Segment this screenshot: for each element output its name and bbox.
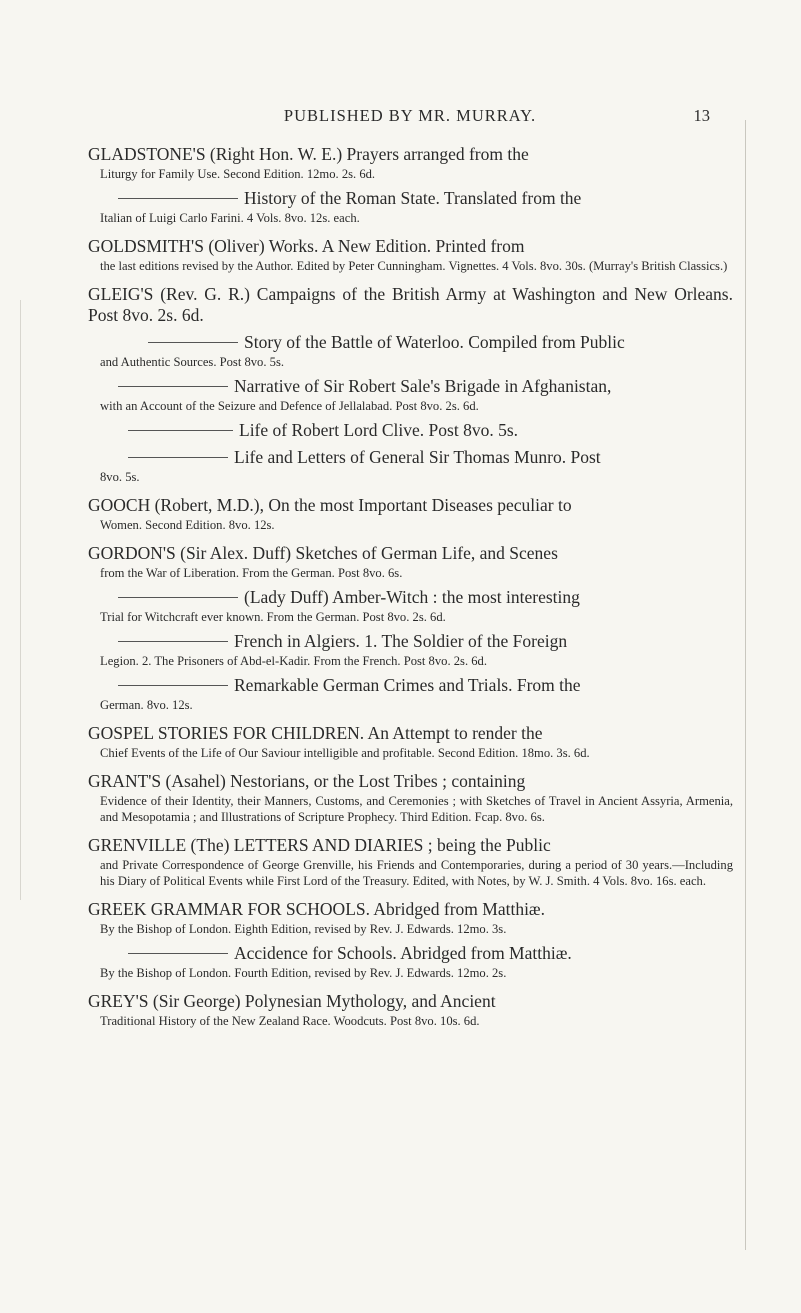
entry-details: German. 8vo. 12s. [100,698,193,712]
entry-heading-text: French in Algiers. 1. The Soldier of the Foreign [234,631,568,651]
ditto-dash [128,953,228,954]
list-item [88,284,733,326]
list-item [88,332,733,370]
entry-details: with an Account of the Seizure and Defence of Jellalabad. Post 8vo. 2s. 6d. [100,399,479,413]
list-item [88,236,733,274]
entry-heading: GORDON'S (Sir Alex. Duff) Sketches of German Life, and Scenes [88,543,558,563]
entry-heading: GOSPEL STORIES FOR CHILDREN. An Attempt to render the [88,723,543,743]
entry-heading [88,943,733,964]
list-item [88,420,733,441]
entry-details: and Private Correspondence of George Grenville, his Friends and Contemporaries, during a period of 30 years.—Including his Diary of Political Events while First Lord of the Treasury. Edited, with Notes, by W. J. Smith. 4 Vols. 8vo. 16s. each. [100,858,733,888]
catalogue-listing [88,144,733,1029]
entry-heading [88,447,733,468]
list-item [88,376,733,414]
entry-heading [88,587,733,608]
entry-details: Trial for Witchcraft ever known. From the German. Post 8vo. 2s. 6d. [100,610,446,624]
list-item [88,723,733,761]
ditto-dash [118,641,228,642]
entry-details: By the Bishop of London. Fourth Edition, revised by Rev. J. Edwards. 12mo. 2s. [100,966,507,980]
list-item [88,587,733,625]
entry-heading: GREY'S (Sir George) Polynesian Mythology, and Ancient [88,991,496,1011]
page-edge-line [745,120,746,1250]
entry-details: Traditional History of the New Zealand Race. Woodcuts. Post 8vo. 10s. 6d. [100,1014,480,1028]
page-edge-line-left [20,300,21,900]
list-item [88,991,733,1029]
entry-details: from the War of Liberation. From the German. Post 8vo. 6s. [100,566,403,580]
entry-heading [88,332,733,353]
entry-details: Liturgy for Family Use. Second Edition. 12mo. 2s. 6d. [100,167,376,181]
list-item [88,835,733,889]
list-item [88,771,733,825]
entry-heading [88,675,733,696]
entry-heading-text: Story of the Battle of Waterloo. Compiled from Public [244,332,625,352]
list-item [88,675,733,713]
ditto-dash [118,198,238,199]
entry-details: the last editions revised by the Author. Edited by Peter Cunningham. Vignettes. 4 Vols. 8vo. 30s. (Murray's British Classics.) [100,259,728,273]
entry-heading [88,376,733,397]
entry-heading-text: Accidence for Schools. Abridged from Matthiæ. [234,943,572,963]
entry-heading: GOOCH (Robert, M.D.), On the most Important Diseases peculiar to [88,495,572,515]
list-item [88,631,733,669]
ditto-dash [118,386,228,387]
entry-heading [88,420,733,441]
entry-details: and Authentic Sources. Post 8vo. 5s. [100,355,284,369]
entry-details: Women. Second Edition. 8vo. 12s. [100,518,275,532]
ditto-dash [118,685,228,686]
ditto-dash [128,430,233,431]
entry-details: Evidence of their Identity, their Manners, Customs, and Ceremonies ; with Sketches of Travel in Ancient Assyria, Armenia, and Mesopotamia ; and Illustrations of Scripture Prophecy. Third Edition. Fcap. 8vo. 6s. [100,794,733,824]
ditto-dash [148,342,238,343]
entry-heading-text: Life and Letters of General Sir Thomas Munro. Post [234,447,601,467]
list-item [88,943,733,981]
list-item [88,543,733,581]
entry-heading-text: Narrative of Sir Robert Sale's Brigade in Afghanistan, [234,376,612,396]
ditto-dash [128,457,228,458]
entry-heading: GLEIG'S (Rev. G. R.) Campaigns of the British Army at Washington and New Orleans. Post 8vo. 2s. 6d. [88,284,733,325]
entry-details: Legion. 2. The Prisoners of Abd-el-Kadir. From the French. Post 8vo. 2s. 6d. [100,654,487,668]
ditto-dash [118,597,238,598]
list-item [88,495,733,533]
entry-details: By the Bishop of London. Eighth Edition, revised by Rev. J. Edwards. 12mo. 3s. [100,922,507,936]
entry-heading-text: Life of Robert Lord Clive. Post 8vo. 5s. [239,420,519,440]
entry-heading-text: History of the Roman State. Translated from the [244,188,582,208]
entry-heading: GRENVILLE (The) LETTERS AND DIARIES ; being the Public [88,835,551,855]
entry-details: Italian of Luigi Carlo Farini. 4 Vols. 8vo. 12s. each. [100,211,360,225]
entry-heading: GOLDSMITH'S (Oliver) Works. A New Edition. Printed from [88,236,525,256]
entry-heading: GREEK GRAMMAR FOR SCHOOLS. Abridged from Matthiæ. [88,899,545,919]
entry-details: 8vo. 5s. [100,470,140,484]
list-item [88,899,733,937]
entry-heading [88,631,733,652]
entry-heading: GLADSTONE'S (Right Hon. W. E.) Prayers arranged from the [88,144,529,164]
entry-heading-text: Remarkable German Crimes and Trials. From the [234,675,581,695]
entry-heading: GRANT'S (Asahel) Nestorians, or the Lost Tribes ; containing [88,771,526,791]
entry-heading-text: (Lady Duff) Amber-Witch : the most interesting [244,587,580,607]
list-item [88,144,733,182]
running-header [110,106,710,130]
list-item [88,188,733,226]
entry-details: Chief Events of the Life of Our Saviour intelligible and profitable. Second Edition. 18mo. 3s. 6d. [100,746,590,760]
entry-heading [88,188,733,209]
list-item [88,447,733,485]
running-title: PUBLISHED BY MR. MURRAY. [283,106,537,125]
page-number: 13 [693,106,710,125]
